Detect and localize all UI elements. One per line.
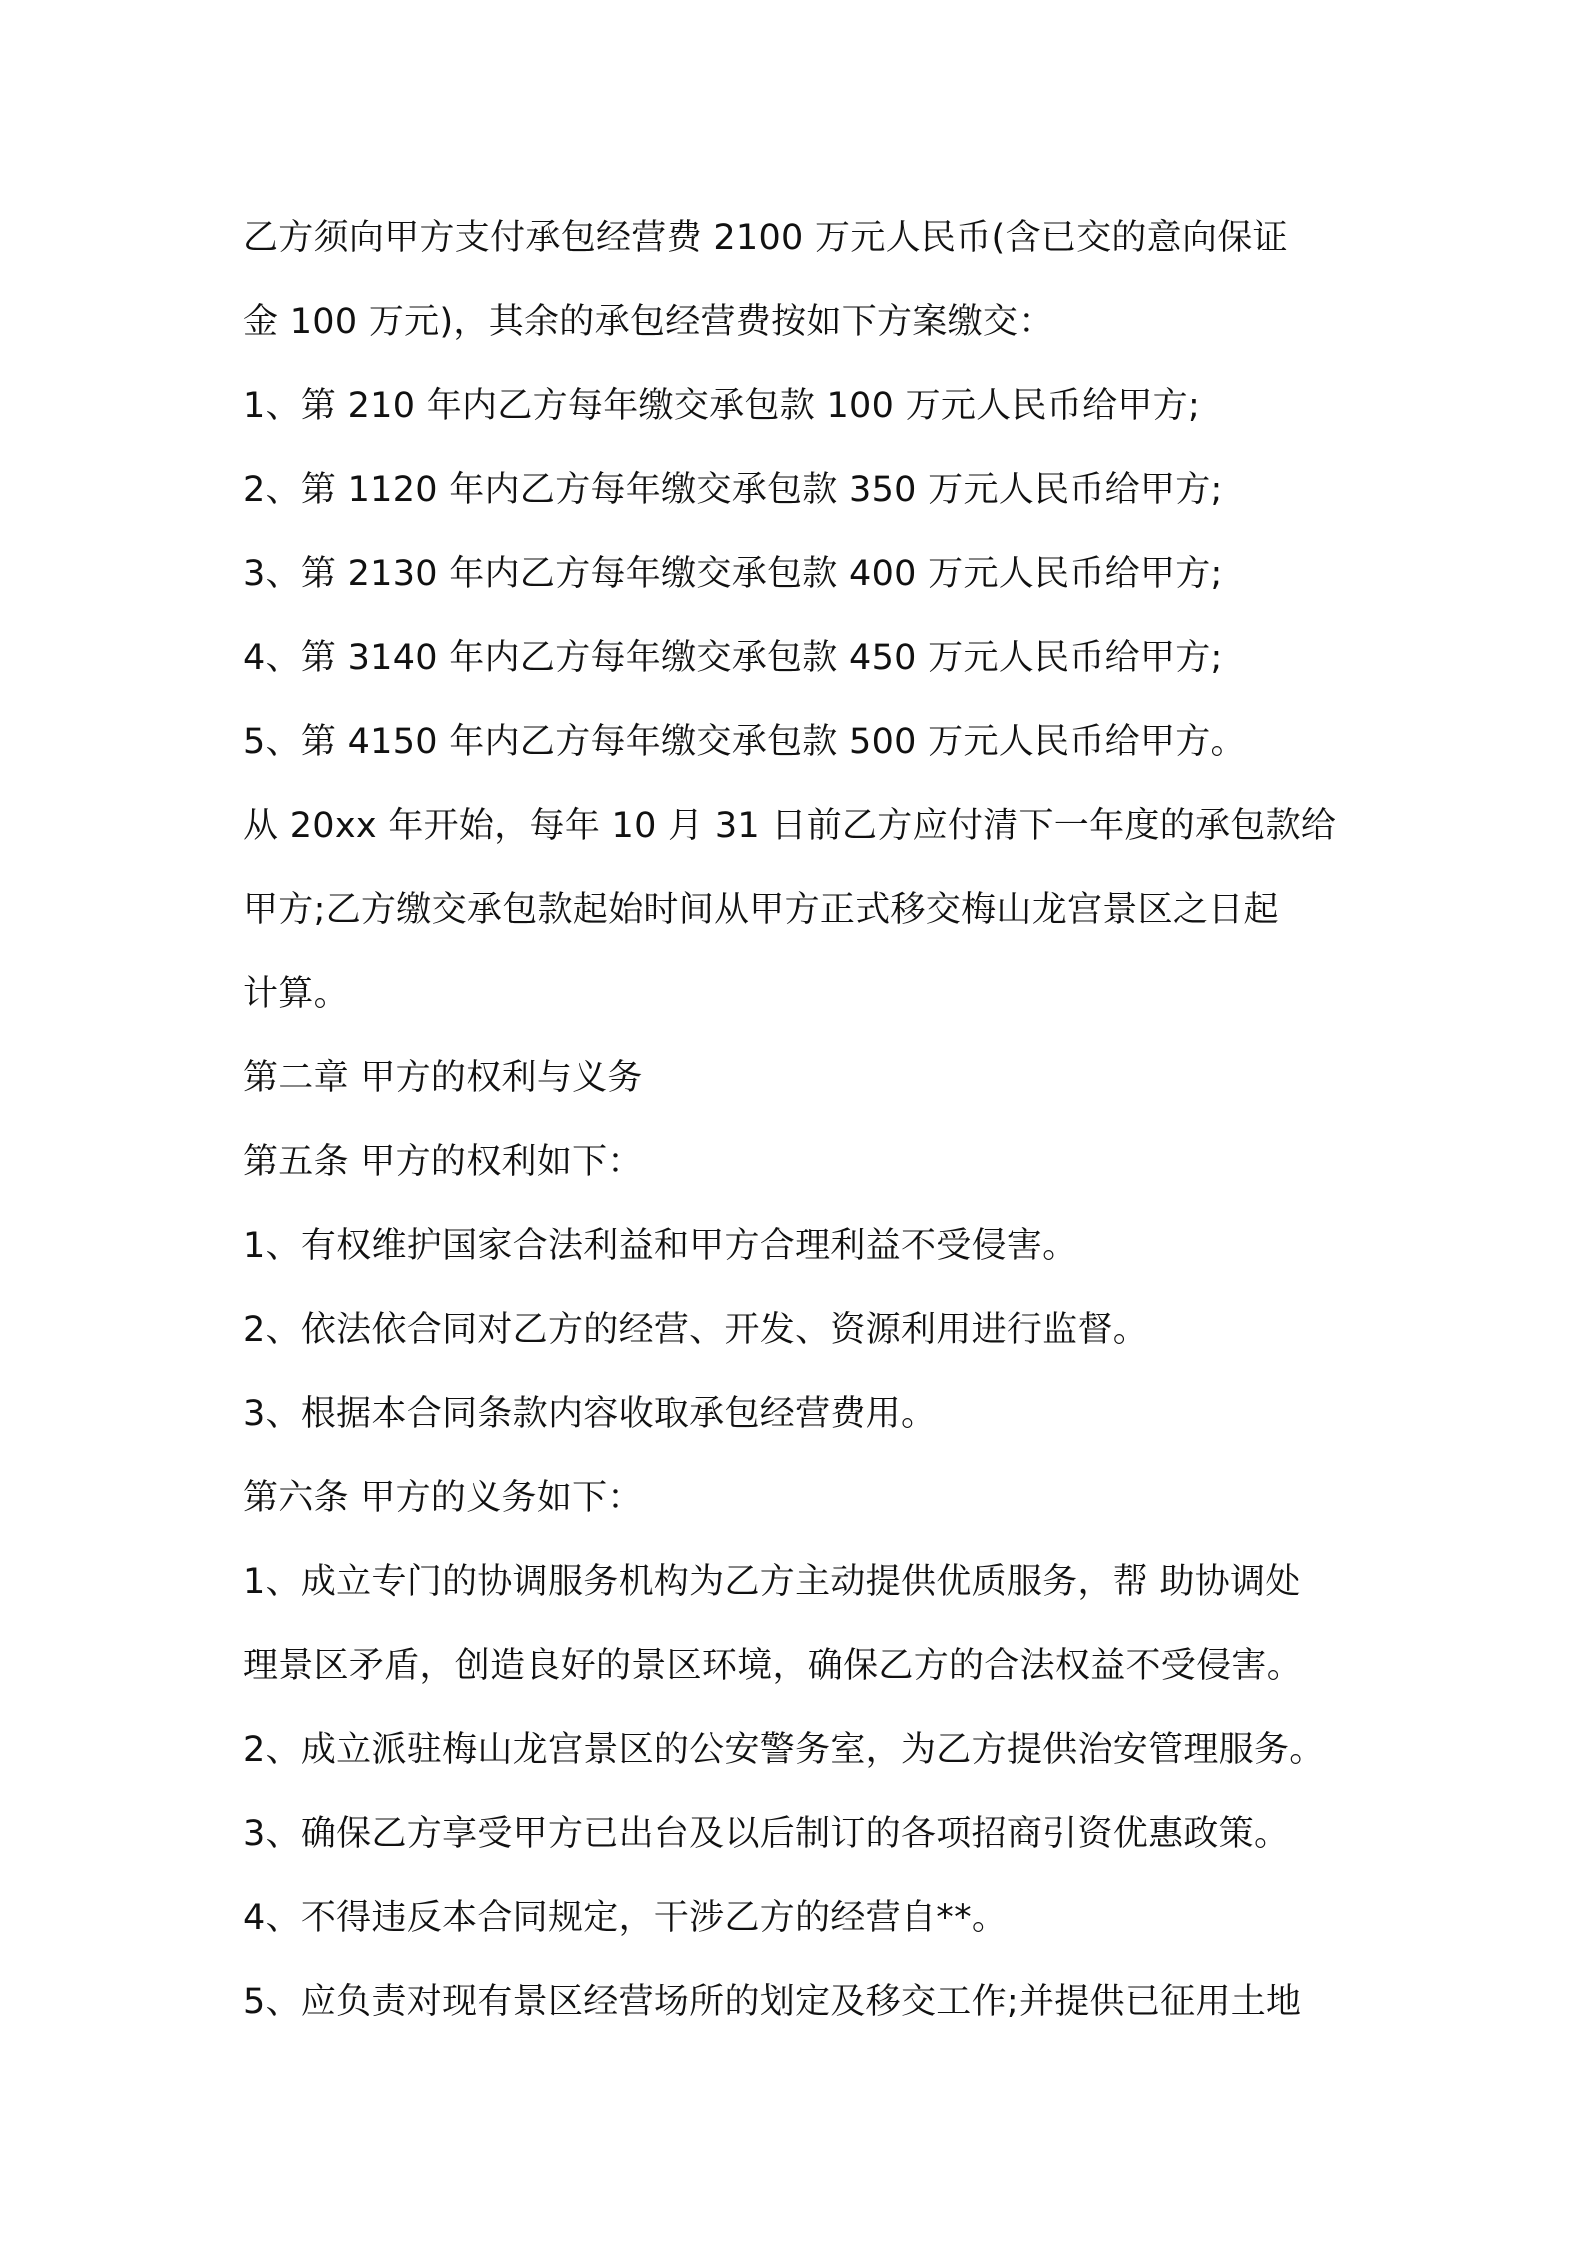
rights-item: 1、有权维护国家合法利益和甲方合理利益不受侵害。: [243, 1226, 1078, 1266]
payment-deadline-line: 甲方;乙方缴交承包款起始时间从甲方正式移交梅山龙宫景区之日起: [243, 890, 1279, 930]
obligations-item: 4、不得违反本合同规定，干涉乙方的经营自**。: [243, 1898, 1008, 1938]
article-heading: 第六条 甲方的义务如下：: [243, 1478, 643, 1518]
payment-item: 5、第 4150 年内乙方每年缴交承包款 500 万元人民币给甲方。: [243, 722, 1246, 762]
obligations-item: 1、成立专门的协调服务机构为乙方主动提供优质服务，帮 助协调处: [243, 1562, 1301, 1602]
chapter-heading: 第二章 甲方的权利与义务: [243, 1058, 643, 1098]
payment-item: 4、第 3140 年内乙方每年缴交承包款 450 万元人民币给甲方;: [243, 638, 1223, 678]
article-heading: 第五条 甲方的权利如下：: [243, 1142, 643, 1182]
payment-deadline-line: 计算。: [243, 974, 349, 1014]
payment-intro-line: 金 100 万元)，其余的承包经营费按如下方案缴交：: [243, 302, 1054, 342]
obligations-item: 3、确保乙方享受甲方已出台及以后制订的各项招商引资优惠政策。: [243, 1814, 1290, 1854]
obligations-item: 2、成立派驻梅山龙宫景区的公安警务室，为乙方提供治安管理服务。: [243, 1730, 1325, 1770]
rights-item: 2、依法依合同对乙方的经营、开发、资源利用进行监督。: [243, 1310, 1149, 1350]
payment-item: 2、第 1120 年内乙方每年缴交承包款 350 万元人民币给甲方;: [243, 470, 1223, 510]
payment-intro-line: 乙方须向甲方支付承包经营费 2100 万元人民币(含已交的意向保证: [243, 218, 1288, 258]
payment-deadline-line: 从 20xx 年开始，每年 10 月 31 日前乙方应付清下一年度的承包款给: [243, 806, 1337, 846]
obligations-item: 5、应负责对现有景区经营场所的划定及移交工作;并提供已征用土地: [243, 1982, 1302, 2022]
payment-item: 1、第 210 年内乙方每年缴交承包款 100 万元人民币给甲方;: [243, 386, 1201, 426]
obligations-item: 理景区矛盾，创造良好的景区环境，确保乙方的合法权益不受侵害。: [243, 1646, 1303, 1686]
contract-text: [243, 196, 1473, 2044]
rights-item: 3、根据本合同条款内容收取承包经营费用。: [243, 1394, 937, 1434]
payment-item: 3、第 2130 年内乙方每年缴交承包款 400 万元人民币给甲方;: [243, 554, 1223, 594]
